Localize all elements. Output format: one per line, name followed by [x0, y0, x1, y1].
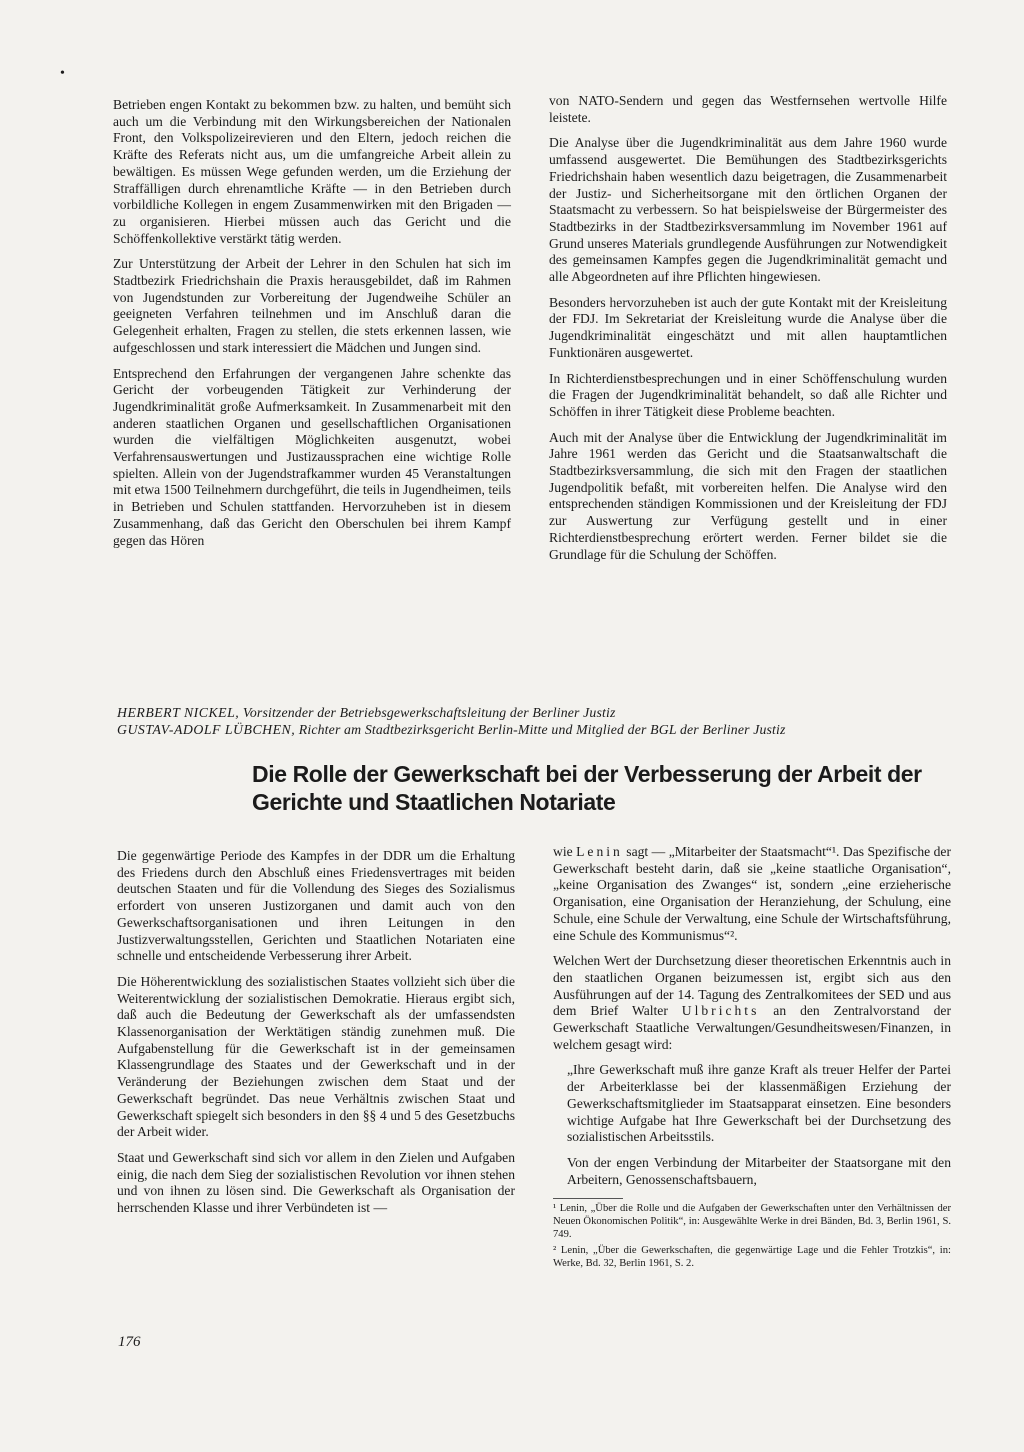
paragraph: Betrieben engen Kontakt zu bekommen bzw. zu halten, und bemüht sich auch um die Verbindung mit den Wirkungsbereichen der Nationalen Front, den Volkspolizeirevieren und den Eltern, jedoch reichen die Kräfte des Referats nicht aus, um die umfangreiche Arbeit allein zu bewältigen. Es müssen Wege gefunden werden, um die Erziehung der Straffälligen durch ehrenamtliche Kräfte — in den Betrieben durch vorbildliche Kollegen in engem Zusammenwirken mit den Brigaden — zu organisieren. Hierbei müssen auch das Gericht und die Schöffenkollektive verstärkt tätig werden.: [113, 97, 511, 246]
text-run: wie: [553, 844, 577, 859]
paragraph: [553, 953, 951, 1053]
footnotes: [553, 1203, 951, 1270]
page-number: 176: [118, 1334, 141, 1350]
paragraph: Besonders hervorzuheben ist auch der gute Kontakt mit der Kreisleitung der FDJ. Im Sekretariat der Kreisleitung wurde die Analyse über die Jugendkriminalität eingeschätzt und mit allen hauptamtlichen Funktionären ausgewertet.: [549, 294, 947, 360]
author-name: HERBERT NICKEL,: [117, 705, 240, 720]
paragraph: Entsprechend den Erfahrungen der vergangenen Jahre schenkte das Gericht der vorbeugenden Tätigkeit zur Verhinderung der Jugendkriminalität große Aufmerksamkeit. In Zusammenarbeit mit den anderen staatlichen Organen und gesellschaftlichen Organisationen wurden die vielfältigen Möglichkeiten ausgenutzt, wobei Verfahrensauswertungen und Justizaussprachen eine wichtige Rolle spielten. Allein von der Jugendstrafkammer wurden 45 Veranstaltungen mit etwa 1500 Teilnehmern durchgeführt, die teils in Jugendheimen, teils in Betrieben und Schulen stattfanden. Hervorzuheben ist in diesem Zusammenhang, daß das Gericht den Oberschulen bei ihrem Kampf gegen das Hören: [113, 365, 511, 548]
text-run: Welchen Wert der Durchsetzung dieser theoretischen Erkenntnis auch in den staatlichen Organen beizumessen ist, ergibt sich aus den Ausführungen auf der 14. Tagung des Zentralkomitees der SED und aus dem Brief Walter: [553, 953, 951, 1019]
paragraph: Die Analyse über die Jugendkriminalität aus dem Jahre 1960 wurde umfassend ausgewertet. Die Bemühungen des Stadtbezirksgerichts Friedrichshain haben wesentlich dazu beigetragen, die Zusammenarbeit der Justiz- und Sicherheitsorgane mit den örtlichen Organen der Staatsmacht zu verbessern. So hat beispielsweise der Bürgermeister des Stadtbezirks in der Stadtbezirksversammlung im November 1961 auf Grund unseres Materials grundlegende Ausführungen zur Notwendigkeit des gemeinsamen Kampfes gegen die Jugendkriminalität gemacht und alle Abgeordneten auf ihre Pflichten hingewiesen.: [549, 135, 947, 285]
text-run: an den Zentralvorstand der Gewerkschaft Staatliche Verwaltungen/Gesundheitswesen/Finanzen, in welchem gesagt wird:: [553, 1003, 951, 1052]
paragraph: Die gegenwärtige Periode des Kampfes in der DDR um die Erhaltung des Friedens durch den Abschluß eines Friedensvertrages mit beiden deutschen Staaten und für die Vollendung des Sieges des Sozialismus erfordert von unseren Justizorganen und damit auch von den Gewerkschaftsorganisationen und ihren Leitungen in den Justizverwaltungsstellen, Gerichten und Staatlichen Notariaten eine schnelle und entscheidende Verbesserung ihrer Arbeit.: [117, 848, 515, 964]
paragraph: Auch mit der Analyse über die Entwicklung der Jugendkriminalität im Jahre 1961 werden das Gericht und die Staatsanwaltschaft die Stadtbezirksversammlung, die sich mit den Fragen der staatlichen Jugendpolitik befaßt, mit vorbereiten helfen. Die Analyse wird den entsprechenden ständigen Kommissionen und der Kreisleitung der FDJ zur Auswertung zur Verfügung gestellt und in einer Richterdienstbesprechung erörtert werden. Ferner bildet sie die Grundlage für die Schulung der Schöffen.: [549, 429, 947, 562]
article-authors: [117, 704, 957, 738]
author-name: GUSTAV-ADOLF LÜBCHEN,: [117, 722, 296, 737]
footnote-rule: [553, 1198, 623, 1199]
article-title: Die Rolle der Gewerkschaft bei der Verbesserung der Arbeit der Gerichte und Staatlichen Notariate: [252, 761, 922, 815]
paragraph: Die Höherentwicklung des sozialistischen Staates vollzieht sich über die Weiterentwicklung der sozialistischen Demokratie. Hieraus ergibt sich, daß auch die Bedeutung der Gewerkschaft als der umfassendsten Klassenorganisation der Werktätigen ständig zunehmen muß. Die Aufgabenstellung für die Gewerkschaft ist in der gemeinsamen Klassengrundlage des Staates und der Gewerkschaft und in der Veränderung der Beziehungen zwischen dem Staat und der Gewerkschaft begründet. Das neue Verhältnis zwischen Staat und Gewerkschaft spiegelt sich besonders in den §§ 4 und 5 des Gesetzbuchs der Arbeit wider.: [117, 973, 515, 1140]
author-role: Richter am Stadtbezirksgericht Berlin-Mitte und Mitglied der BGL der Berliner Justiz: [295, 722, 786, 737]
author-line: [117, 721, 957, 738]
author-line: [117, 704, 957, 721]
text-run: sagt — „Mitarbeiter der Staatsmacht“¹. Das Spezifische der Gewerkschaft besteht darin, daß sie „keine staatliche Organisation“, „keine Organisation des Zwanges“ ist, sondern „eine erzieherische Organisation, eine Organisation der Heranziehung, der Schulung, eine Schule, eine Schule der Verwaltung, eine Schule der Wirtschaftsführung, eine Schule des Kommunismus“².: [553, 844, 951, 943]
paragraph: Zur Unterstützung der Arbeit der Lehrer in den Schulen hat sich im Stadtbezirk Friedrichshain die Praxis herausgebildet, daß im Rahmen von Jugendstunden zur Vorbereitung der Jugendweihe Schüler an geeigneten Verfahren teilnehmen und im Anschluß daran die Gelegenheit erhalten, Fragen zu stellen, die stets erkennen lassen, wie aufgeschlossen und stark interessiert die Mädchen und Jungen sind.: [113, 256, 511, 355]
bottom-left-column: [117, 848, 515, 1217]
block-quote: „Ihre Gewerkschaft muß ihre ganze Kraft als treuer Helfer der Partei der Arbeiterklasse bei der klassenmäßigen Erziehung der Gewerkschaftsmitglieder im Staatsapparat einsetzen. Eine besonders wichtige Aufgabe hat Ihre Gewerkschaft bei der Durchsetzung des sozialistischen Arbeitsstils.: [567, 1062, 951, 1145]
bottom-right-column: [553, 844, 951, 1270]
bullet-mark: •: [60, 66, 65, 81]
author-reference: Ulbrichts: [681, 1003, 760, 1019]
paragraph: Staat und Gewerkschaft sind sich vor allem in den Zielen und Aufgaben einig, die nach dem Sieg der sozialistischen Revolution vor ihnen stehen und von ihnen zu lösen sind. Die Gewerkschaft als Organisation der herrschenden Klasse und ihrer Verbündeten ist —: [117, 1149, 515, 1216]
top-right-column: [549, 93, 947, 563]
footnote: ¹ Lenin, „Über die Rolle und die Aufgaben der Gewerkschaften unter den Verhältnissen der Neuen Ökonomischen Politik“, in: Ausgewählte Werke in drei Bänden, Bd. 3, Berlin 1961, S. 749.: [553, 1203, 951, 1240]
paragraph: [553, 844, 951, 944]
author-reference: Lenin: [576, 844, 623, 859]
author-role: Vorsitzender der Betriebsgewerkschaftsleitung der Berliner Justiz: [239, 705, 616, 720]
footnote: ² Lenin, „Über die Gewerkschaften, die gegenwärtige Lage und die Fehler Trotzkis“, in: Werke, Bd. 32, Berlin 1961, S. 2.: [553, 1245, 951, 1269]
top-left-column: [113, 97, 511, 549]
paragraph: In Richterdienstbesprechungen und in einer Schöffenschulung wurden die Fragen der Jugendkriminalität behandelt, so daß alle Richter und Schöffen in ihrer Tätigkeit diese Probleme beachten.: [549, 370, 947, 419]
block-quote-continued: Von der engen Verbindung der Mitarbeiter der Staatsorgane mit den Arbeitern, Genossenschaftsbauern,: [567, 1154, 951, 1187]
paragraph: von NATO-Sendern und gegen das Westfernsehen wertvolle Hilfe leistete.: [549, 93, 947, 125]
